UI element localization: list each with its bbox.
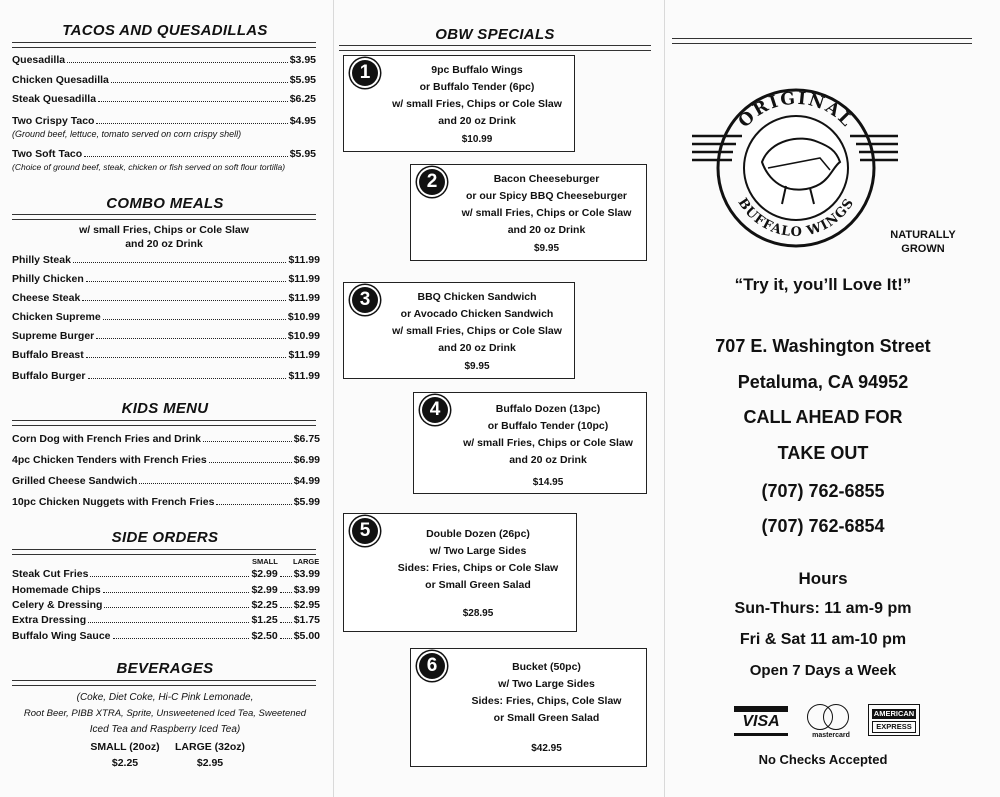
tacos-rule (12, 42, 316, 48)
city-state-zip: Petaluma, CA 94952 (737, 372, 909, 392)
visa-icon: VISA (734, 706, 788, 736)
beverages-rule (12, 680, 316, 686)
info-panel (668, 0, 1000, 797)
naturally-grown: NATURALLY GROWN (890, 229, 956, 255)
specials-panel (335, 0, 655, 797)
menu-item: Cheese Steak $11.99 (12, 292, 320, 304)
special-price: $10.99 (461, 134, 493, 145)
combo-subtitle: w/ small Fries, Chips or Cole Slaw and 20 oz Drink (79, 224, 249, 250)
special-price: $28.95 (462, 608, 494, 619)
item-note: (Ground beef, lettuce, tomato served on corn crispy shell) (12, 129, 242, 139)
american-express-icon: AMERICAN EXPRESS (868, 704, 920, 736)
beverage-small-price: $2.25 (111, 757, 139, 769)
special-card-1 (343, 55, 575, 152)
special-card-5 (343, 513, 577, 632)
special-card-4 (413, 392, 647, 494)
menu-left-panel (0, 0, 330, 797)
menu-item: Two Soft Taco $5.95 (12, 148, 316, 160)
phone-number-2: (707) 762-6854 (761, 516, 885, 536)
open-days: Open 7 Days a Week (749, 662, 897, 679)
sides-title: SIDE ORDERS (111, 529, 219, 546)
beverage-large-label: LARGE (32oz) (174, 741, 245, 753)
tagline: “Try it, you’ll Love It!” (734, 275, 912, 294)
special-number-badge: 3 (352, 287, 378, 313)
special-number-badge: 2 (419, 169, 445, 195)
special-desc: Double Dozen (26pc) w/ Two Large Sides Sides: Fries, Chips or Cole Slaw or Small Green Salad (397, 528, 559, 591)
hours-fri-sat: Fri & Sat 11 am-10 pm (739, 631, 907, 648)
menu-item: Buffalo Wing Sauce $2.50 $5.00 (12, 630, 320, 642)
beverage-large-price: $2.95 (196, 757, 224, 769)
menu-item: Philly Chicken $11.99 (12, 273, 320, 285)
special-number-badge: 1 (352, 60, 378, 86)
special-desc: Buffalo Dozen (13pc) or Buffalo Tender (10pc) w/ small Fries, Chips or Cole Slaw and 20 oz Drink (463, 403, 633, 466)
hours-title: Hours (798, 569, 848, 588)
svg-text:ORIGINAL: ORIGINAL (734, 88, 858, 132)
menu-item: Two Crispy Taco $4.95 (12, 115, 316, 127)
menu-item: Corn Dog with French Fries and Drink $6.75 (12, 433, 320, 445)
menu-item: Extra Dressing $1.25 $1.75 (12, 614, 320, 626)
beverage-small-label: SMALL (20oz) (90, 741, 160, 753)
special-price: $9.95 (533, 243, 560, 254)
item-note: (Choice of ground beef, steak, chicken or fish served on soft flour tortilla) (12, 162, 286, 172)
special-desc: Bacon Cheeseburger or our Spicy BBQ Cheeseburger w/ small Fries, Chips or Cole Slaw and 20 oz Drink (461, 173, 632, 236)
no-checks-notice: No Checks Accepted (758, 752, 888, 767)
menu-item: Grilled Cheese Sandwich $4.99 (12, 475, 320, 487)
special-number-badge: 5 (352, 518, 378, 544)
original-buffalo-wings-logo (690, 70, 900, 250)
menu-item: 10pc Chicken Nuggets with French Fries $5.99 (12, 496, 320, 508)
svg-text:BUFFALO WINGS: BUFFALO WINGS (734, 195, 858, 241)
menu-item: Chicken Supreme $10.99 (12, 311, 320, 323)
special-card-3 (343, 282, 575, 379)
hours-sun-thurs: Sun-Thurs: 11 am-9 pm (734, 600, 912, 617)
special-desc: 9pc Buffalo Wings or Buffalo Tender (6pc) w/ small Fries, Chips or Cole Slaw and 20 oz Drink (392, 64, 562, 127)
menu-item: Steak Cut Fries $2.99 $3.99 (12, 568, 320, 580)
menu-item: Supreme Burger $10.99 (12, 330, 320, 342)
special-price: $42.95 (531, 743, 562, 754)
specials-rule (339, 45, 651, 51)
menu-item: Philly Steak $11.99 (12, 254, 320, 266)
menu-item: 4pc Chicken Tenders with French Fries $6.99 (12, 454, 320, 466)
menu-item: Buffalo Burger $11.99 (12, 370, 320, 382)
special-price: $9.95 (464, 361, 490, 372)
small-label: SMALL (252, 557, 278, 566)
menu-item: Steak Quesadilla $6.25 (12, 93, 316, 105)
special-card-6 (410, 648, 647, 767)
take-out: TAKE OUT (777, 443, 869, 463)
kids-rule (12, 420, 316, 426)
menu-item: Quesadilla $3.95 (12, 54, 316, 66)
call-ahead: CALL AHEAD FOR (743, 407, 903, 427)
mastercard-icon: mastercard (803, 702, 859, 742)
beverages-title: BEVERAGES (116, 660, 214, 677)
special-desc: BBQ Chicken Sandwich or Avocado Chicken Sandwich w/ small Fries, Chips or Cole Slaw and 20 oz Drink (392, 291, 562, 354)
phone-number-1: (707) 762-6855 (761, 481, 885, 501)
combo-title: COMBO MEALS (106, 195, 224, 212)
beverage-list: (Coke, Diet Coke, Hi-C Pink Lemonade, Root Beer, PIBB XTRA, Sprite, Unsweetened Iced Tea, Sweetened Iced Tea and Raspberry Iced Tea) (23, 692, 307, 735)
menu-item: Homemade Chips $2.99 $3.99 (12, 584, 320, 596)
menu-item: Buffalo Breast $11.99 (12, 349, 320, 361)
menu-item: Chicken Quesadilla $5.95 (12, 74, 316, 86)
kids-title: KIDS MENU (121, 400, 209, 417)
special-number-badge: 4 (422, 397, 448, 423)
tacos-title: TACOS AND QUESADILLAS (62, 22, 268, 39)
large-label: LARGE (293, 557, 320, 566)
special-card-2 (410, 164, 647, 261)
special-price: $14.95 (532, 477, 564, 488)
special-number-badge: 6 (419, 653, 445, 679)
combo-rule (12, 214, 316, 220)
street-address: 707 E. Washington Street (715, 336, 931, 356)
specials-title: OBW SPECIALS (435, 26, 555, 43)
special-desc: Bucket (50pc) w/ Two Large Sides Sides: Fries, Chips, Cole Slaw or Small Green Salad (471, 661, 622, 724)
info-rule (672, 38, 972, 44)
menu-item: Celery & Dressing $2.25 $2.95 (12, 599, 320, 611)
sides-rule (12, 549, 316, 555)
